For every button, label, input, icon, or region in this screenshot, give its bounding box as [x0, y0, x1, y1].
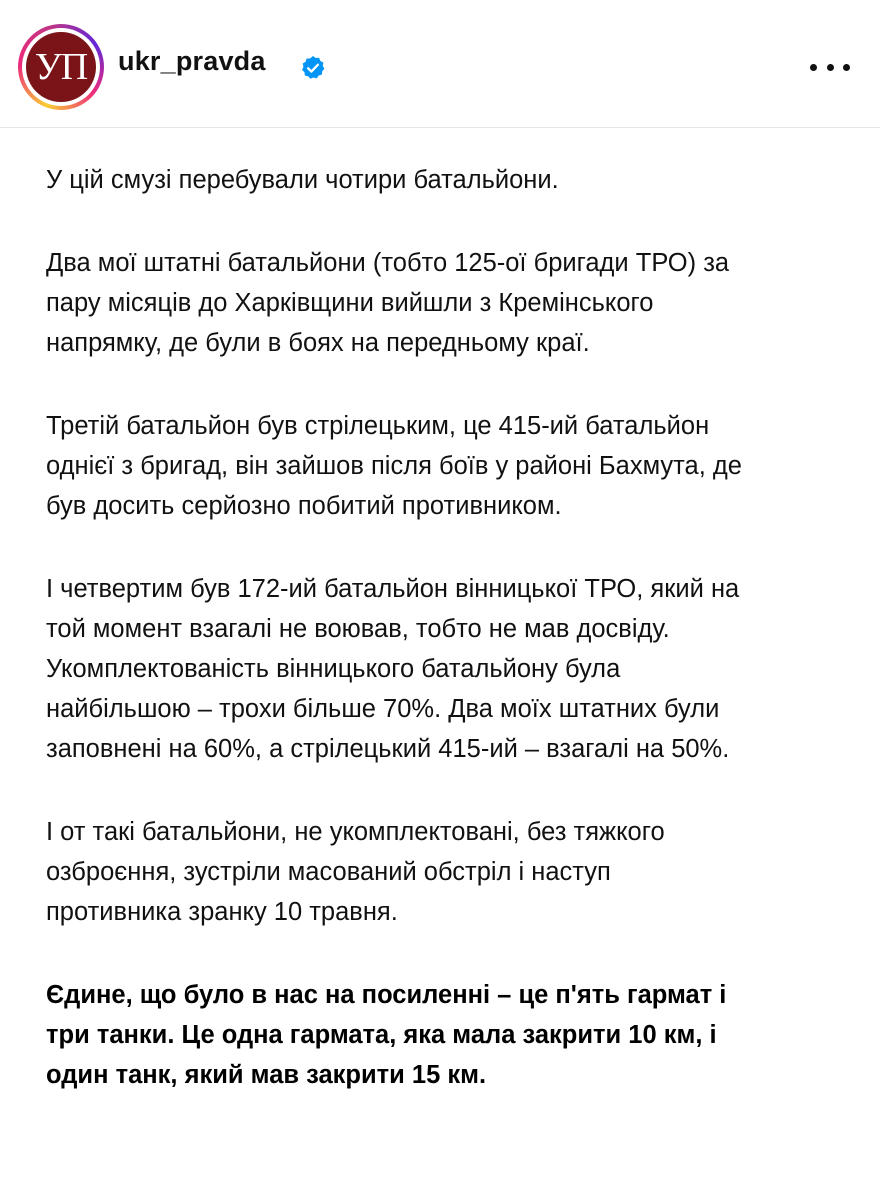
caption-line: Третій батальйон був стрілецьким, це 415-ий батальйон	[46, 412, 710, 440]
caption-line: найбільшою – трохи більше 70%. Два моїх штатних були	[46, 695, 720, 723]
caption-line: напрямку, де були в боях на передньому краї.	[46, 329, 590, 357]
caption-line: однієї з бригад, він зайшов після боїв у районі Бахмута, де	[46, 452, 742, 480]
caption-line: один танк, який мав закрити 15 км.	[46, 1061, 487, 1089]
dot	[827, 64, 834, 71]
dot	[843, 64, 850, 71]
caption-line: Два мої штатні батальйони (тобто 125-ої бригади ТРО) за	[46, 249, 730, 277]
caption-line: противника зранку 10 травня.	[46, 898, 398, 926]
caption-line: І четвертим був 172-ий батальйон вінницької ТРО, який на	[46, 575, 740, 603]
caption-line: У цій смузі перебували чотири батальйони.	[46, 166, 559, 194]
caption-line: І от такі батальйони, не укомплектовані, без тяжкого	[46, 818, 665, 846]
dot	[810, 64, 817, 71]
caption-paragraph	[46, 243, 846, 363]
caption-line: озброєння, зустріли масований обстріл і наступ	[46, 858, 611, 886]
caption-line: заповнені на 60%, а стрілецький 415-ий – взагалі на 50%.	[46, 735, 730, 763]
caption-line: пару місяців до Харківщини вийшли з Кремінського	[46, 289, 654, 317]
caption-line: Укомплектованість вінницького батальйону була	[46, 655, 621, 683]
post-header	[0, 0, 880, 128]
more-options-icon[interactable]	[810, 54, 850, 80]
caption-paragraph	[46, 406, 846, 526]
post-caption	[46, 160, 846, 1138]
caption-paragraph	[46, 812, 846, 932]
caption-line: був досить серйозно побитий противником.	[46, 492, 562, 520]
verified-badge-icon	[300, 55, 326, 81]
caption-paragraph	[46, 569, 846, 769]
caption-line: той момент взагалі не воював, тобто не мав досвіду.	[46, 615, 670, 643]
caption-paragraph-bold	[46, 975, 846, 1095]
caption-line: три танки. Це одна гармата, яка мала закрити 10 км, і	[46, 1021, 717, 1049]
avatar-story-ring[interactable]	[18, 24, 104, 110]
caption-paragraph	[46, 160, 846, 200]
caption-line: Єдине, що було в нас на посиленні – це п'ять гармат і	[46, 981, 727, 1009]
username-link[interactable]: ukr_pravda	[118, 46, 266, 76]
avatar-frame	[22, 28, 100, 106]
avatar[interactable]: УП	[26, 32, 96, 102]
